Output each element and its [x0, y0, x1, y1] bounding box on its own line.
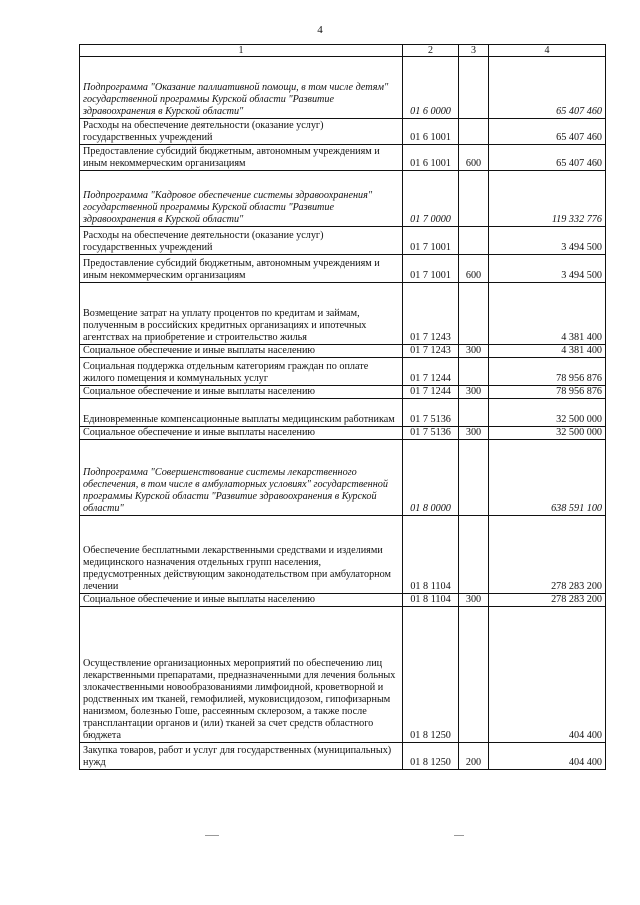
row-amount: 65 407 460: [489, 57, 606, 119]
table-row: [80, 427, 606, 440]
footer-mark: [205, 835, 219, 836]
row-code: 01 7 1001: [403, 227, 459, 255]
row-name: Подпрограмма "Совершенствование системы лекарственного обеспечения, в том числе в амбулаторных условиях" государственной программы Курской области "Развитие здравоохранения в Курской области": [80, 440, 403, 516]
table-row: [80, 399, 606, 427]
row-vr: 300: [459, 427, 489, 440]
row-vr: 200: [459, 743, 489, 770]
row-name: Единовременные компенсационные выплаты медицинским работникам: [80, 399, 403, 427]
table-row: [80, 607, 606, 743]
row-amount: 3 494 500: [489, 255, 606, 283]
table-row: [80, 119, 606, 145]
row-code: 01 7 0000: [403, 171, 459, 227]
row-vr: [459, 119, 489, 145]
row-amount: 4 381 400: [489, 283, 606, 345]
row-amount: 3 494 500: [489, 227, 606, 255]
row-amount: 78 956 876: [489, 358, 606, 386]
row-vr: 600: [459, 145, 489, 171]
table-row: [80, 516, 606, 594]
budget-table: [79, 44, 606, 770]
table-row: [80, 145, 606, 171]
col-header-4: 4: [489, 45, 606, 57]
table-row: [80, 283, 606, 345]
row-amount: 404 400: [489, 607, 606, 743]
row-code: 01 7 1244: [403, 386, 459, 399]
row-amount: 404 400: [489, 743, 606, 770]
page-number: 4: [317, 24, 323, 36]
subprogram-row: [80, 171, 606, 227]
row-name: Социальное обеспечение и иные выплаты населению: [80, 427, 403, 440]
row-code: 01 6 1001: [403, 119, 459, 145]
row-amount: 278 283 200: [489, 516, 606, 594]
row-amount: 32 500 000: [489, 427, 606, 440]
row-vr: [459, 399, 489, 427]
row-code: 01 8 0000: [403, 440, 459, 516]
row-vr: 300: [459, 594, 489, 607]
row-code: 01 6 0000: [403, 57, 459, 119]
table-row: [80, 227, 606, 255]
row-vr: [459, 171, 489, 227]
row-code: 01 7 1244: [403, 358, 459, 386]
table-row: [80, 345, 606, 358]
row-vr: [459, 607, 489, 743]
row-vr: [459, 227, 489, 255]
subprogram-row: [80, 57, 606, 119]
row-vr: [459, 440, 489, 516]
table-header-row: [80, 45, 606, 57]
footer-mark: [454, 835, 464, 836]
row-amount: 65 407 460: [489, 145, 606, 171]
row-vr: 300: [459, 386, 489, 399]
row-name: Возмещение затрат на уплату процентов по кредитам и займам, полученным в российских кредитных организациях и ипотечных агентствах на приобретение и строительство жилья: [80, 283, 403, 345]
row-amount: 638 591 100: [489, 440, 606, 516]
col-header-3: 3: [459, 45, 489, 57]
row-amount: 32 500 000: [489, 399, 606, 427]
table-row: [80, 743, 606, 770]
row-code: 01 7 1001: [403, 255, 459, 283]
table-row: [80, 358, 606, 386]
row-amount: 4 381 400: [489, 345, 606, 358]
row-code: 01 8 1104: [403, 594, 459, 607]
row-name: Подпрограмма "Кадровое обеспечение системы здравоохранения" государственной программы Курской области "Развитие здравоохранения в Курской области": [80, 171, 403, 227]
col-header-1: 1: [80, 45, 403, 57]
row-name: Социальное обеспечение и иные выплаты населению: [80, 345, 403, 358]
row-amount: 278 283 200: [489, 594, 606, 607]
subprogram-row: [80, 440, 606, 516]
table-row: [80, 386, 606, 399]
row-vr: 300: [459, 345, 489, 358]
row-code: 01 7 5136: [403, 427, 459, 440]
row-name: Предоставление субсидий бюджетным, автономным учреждениям и иным некоммерческим организациям: [80, 255, 403, 283]
table-body: [80, 57, 606, 770]
row-name: Закупка товаров, работ и услуг для государственных (муниципальных) нужд: [80, 743, 403, 770]
row-code: 01 8 1104: [403, 516, 459, 594]
row-vr: 600: [459, 255, 489, 283]
row-name: Осуществление организационных мероприятий по обеспечению лиц лекарственными препаратами, предназначенными для лечения больных злокачественными новообразованиями лимфоидной, кроветворной и родственных им тканей, гемофилией, муковисцидозом, гипофизарным нанизмом, болезнью Гоше, рассеянным склерозом, а также после трансплантации органов и (или) тканей за счет средств областного бюджета: [80, 607, 403, 743]
row-name: Социальное обеспечение и иные выплаты населению: [80, 594, 403, 607]
table-row: [80, 255, 606, 283]
row-name: Предоставление субсидий бюджетным, автономным учреждениям и иным некоммерческим организациям: [80, 145, 403, 171]
row-name: Социальное обеспечение и иные выплаты населению: [80, 386, 403, 399]
row-code: 01 6 1001: [403, 145, 459, 171]
row-amount: 119 332 776: [489, 171, 606, 227]
row-code: 01 7 5136: [403, 399, 459, 427]
row-vr: [459, 57, 489, 119]
row-name: Социальная поддержка отдельным категориям граждан по оплате жилого помещения и коммунальных услуг: [80, 358, 403, 386]
row-vr: [459, 516, 489, 594]
row-name: Расходы на обеспечение деятельности (оказание услуг) государственных учреждений: [80, 119, 403, 145]
row-vr: [459, 358, 489, 386]
row-code: 01 8 1250: [403, 743, 459, 770]
table-row: [80, 594, 606, 607]
row-amount: 65 407 460: [489, 119, 606, 145]
row-name: Расходы на обеспечение деятельности (оказание услуг) государственных учреждений: [80, 227, 403, 255]
row-code: 01 8 1250: [403, 607, 459, 743]
row-code: 01 7 1243: [403, 283, 459, 345]
row-amount: 78 956 876: [489, 386, 606, 399]
row-name: Подпрограмма "Оказание паллиативной помощи, в том числе детям" государственной программы Курской области "Развитие здравоохранения в Курской области": [80, 57, 403, 119]
row-vr: [459, 283, 489, 345]
row-name: Обеспечение бесплатными лекарственными средствами и изделиями медицинского назначения отдельных групп населения, предусмотренных действующим законодательством при амбулаторном лечении: [80, 516, 403, 594]
col-header-2: 2: [403, 45, 459, 57]
row-code: 01 7 1243: [403, 345, 459, 358]
